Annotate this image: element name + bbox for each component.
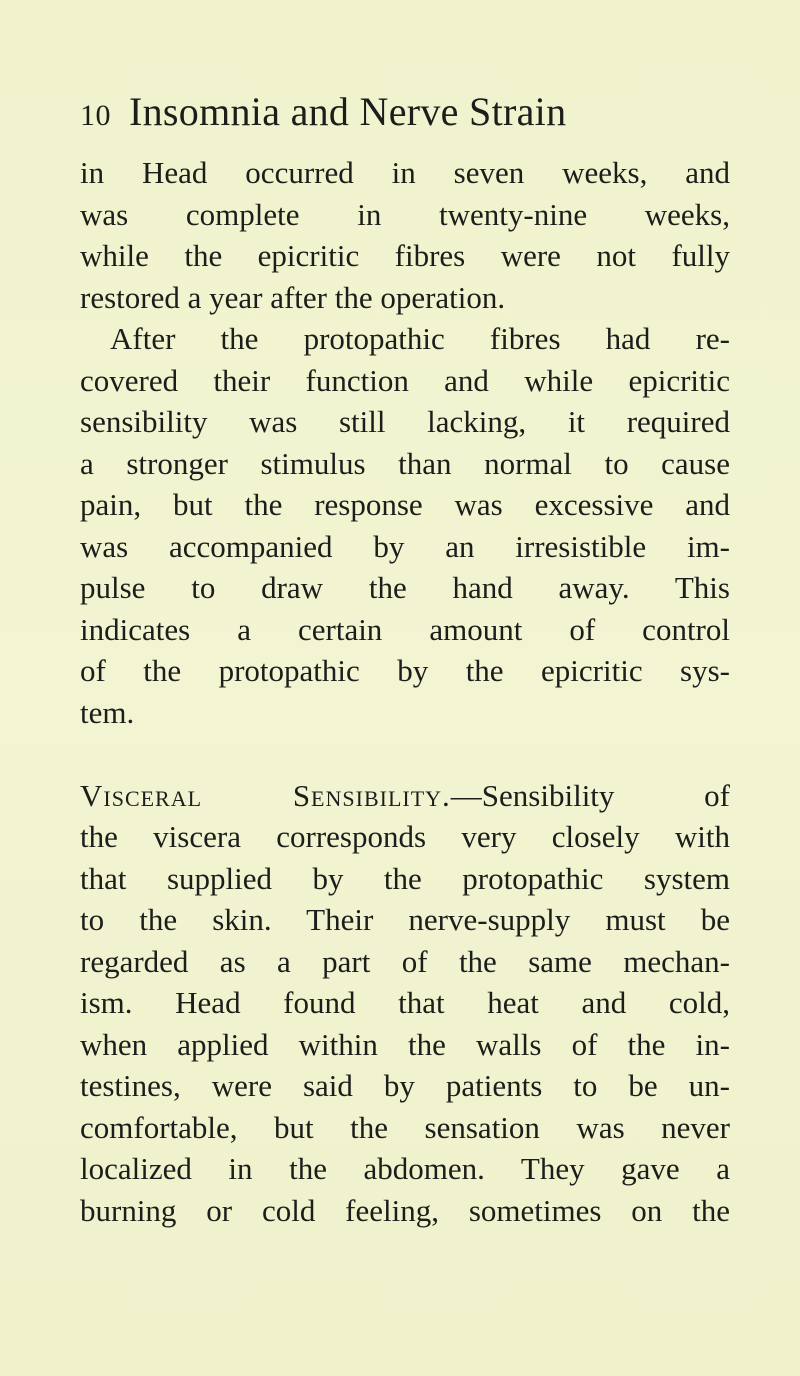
paragraph-visceral-sensibility: [80, 775, 730, 1232]
text-line: to the skin. Their nerve-supply must be: [80, 902, 730, 937]
heading-line-text: —Sensibility of: [450, 777, 731, 813]
text-line: was accompanied by an irresistible im-: [80, 528, 730, 564]
text-line: a stronger stimulus than normal to cause: [80, 445, 730, 481]
text-line: localized in the abdomen. They gave a: [80, 1151, 730, 1186]
text-line: After the protopathic fibres had re-: [110, 321, 730, 356]
text-line: burning or cold feeling, sometimes on the: [80, 1192, 730, 1228]
text-line: [80, 775, 730, 817]
text-line: regarded as a part of the same mechan-: [80, 943, 730, 979]
text-line: that supplied by the protopathic system: [80, 860, 730, 896]
text-line: indicates a certain amount of control: [80, 611, 730, 647]
text-line: pulse to draw the hand away. This: [80, 570, 730, 605]
text-line: comfortable, but the sensation was never: [80, 1109, 730, 1145]
text-line: ism. Head found that heat and cold,: [80, 985, 730, 1020]
text-line: of the protopathic by the epicritic sys-: [80, 653, 730, 688]
paragraph-continuation: [80, 152, 730, 318]
body-text: [80, 152, 730, 1231]
text-line: tem.: [80, 694, 135, 730]
paragraph-protopathic-recovery: [80, 318, 730, 733]
text-line: the viscera corresponds very closely with: [80, 819, 730, 854]
text-line: covered their function and while epicritic: [80, 362, 730, 398]
text-line: pain, but the response was excessive and: [80, 487, 730, 522]
page-header: [80, 88, 566, 136]
text-line: was complete in twenty-nine weeks,: [80, 196, 730, 232]
text-line: sensibility was still lacking, it required: [80, 404, 730, 439]
page-number: 10: [80, 99, 111, 132]
text-line: testines, were said by patients to be un-: [80, 1068, 730, 1103]
text-line: while the epicritic fibres were not fully: [80, 238, 730, 273]
paragraph-spacer: [80, 733, 730, 775]
text-line: in Head occurred in seven weeks, and: [80, 155, 730, 190]
text-line: restored a year after the operation.: [80, 279, 506, 315]
running-title: Insomnia and Nerve Strain: [129, 89, 567, 134]
text-line: when applied within the walls of the in-: [80, 1026, 730, 1062]
section-heading: Visceral Sensibility.: [80, 777, 451, 813]
